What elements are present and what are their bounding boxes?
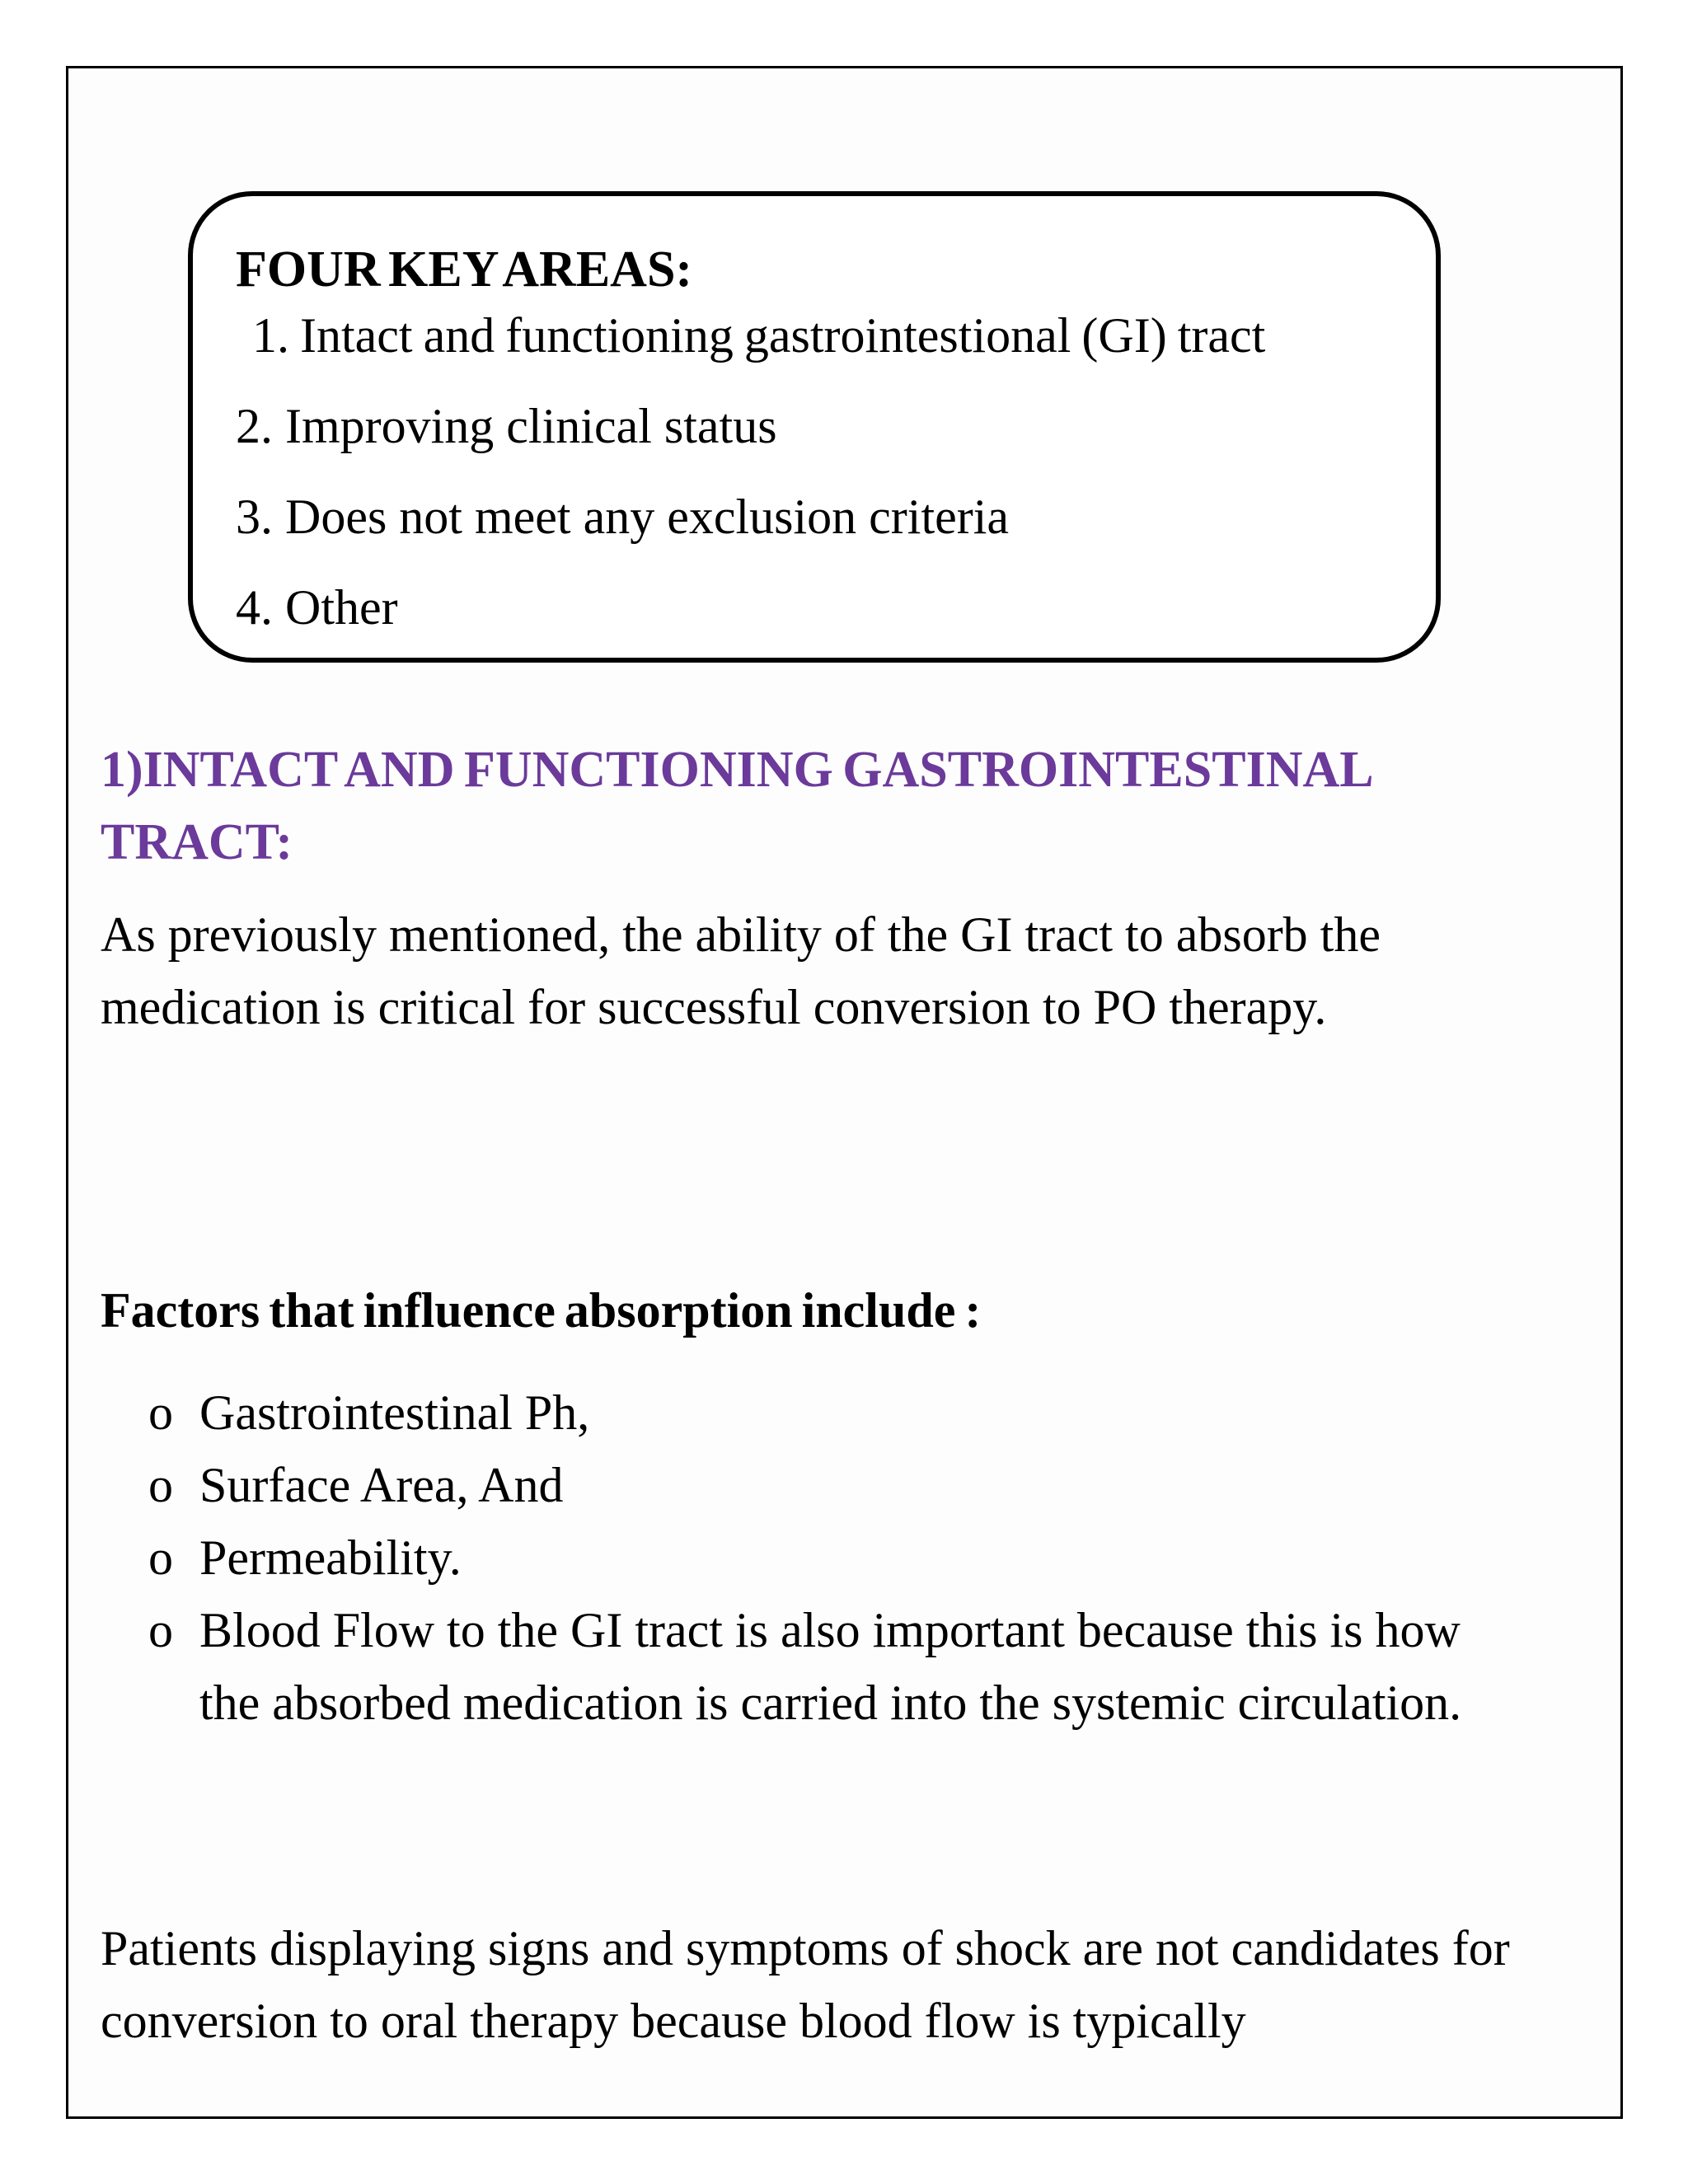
factor-text: Permeability. xyxy=(199,1530,462,1585)
key-area-item-1: 1. Intact and functioning gastrointestional (GI) tract xyxy=(252,308,1266,363)
section-heading: 1)INTACT AND FUNCTIONING GASTROINTESTINAL TRACT: xyxy=(101,742,1372,870)
key-areas-title: FOUR KEY AREAS: xyxy=(236,241,693,298)
factor-item xyxy=(148,1594,1525,1739)
key-area-item-3: 3. Does not meet any exclusion criteria xyxy=(236,490,1010,544)
factor-text: Surface Area, And xyxy=(199,1458,564,1512)
factor-list xyxy=(148,1376,1525,1739)
factor-text: Gastrointestinal Ph, xyxy=(199,1385,590,1440)
closing-paragraph: Patients displaying signs and symptoms of shock are not candidates for conversion to oral therapy because blood flow is typically xyxy=(101,1921,1510,2048)
bullet-icon: o xyxy=(148,1385,173,1440)
bullet-icon: o xyxy=(148,1458,173,1512)
factor-text: Blood Flow to the GI tract is also important because this is how xyxy=(199,1603,1461,1657)
factor-item xyxy=(148,1521,1525,1594)
factor-text-continued: the absorbed medication is carried into the systemic circulation. xyxy=(199,1675,1462,1730)
bullet-icon: o xyxy=(148,1530,173,1585)
factor-item xyxy=(148,1376,1525,1449)
factor-item xyxy=(148,1449,1525,1521)
key-area-item-4: 4. Other xyxy=(236,580,398,635)
key-area-item-2: 2. Improving clinical status xyxy=(236,399,777,453)
intro-paragraph: As previously mentioned, the ability of the GI tract to absorb the medication is critical for successful conversion to PO therapy. xyxy=(101,907,1381,1034)
bullet-icon: o xyxy=(148,1603,173,1657)
factors-heading: Factors that influence absorption include : xyxy=(101,1283,982,1338)
